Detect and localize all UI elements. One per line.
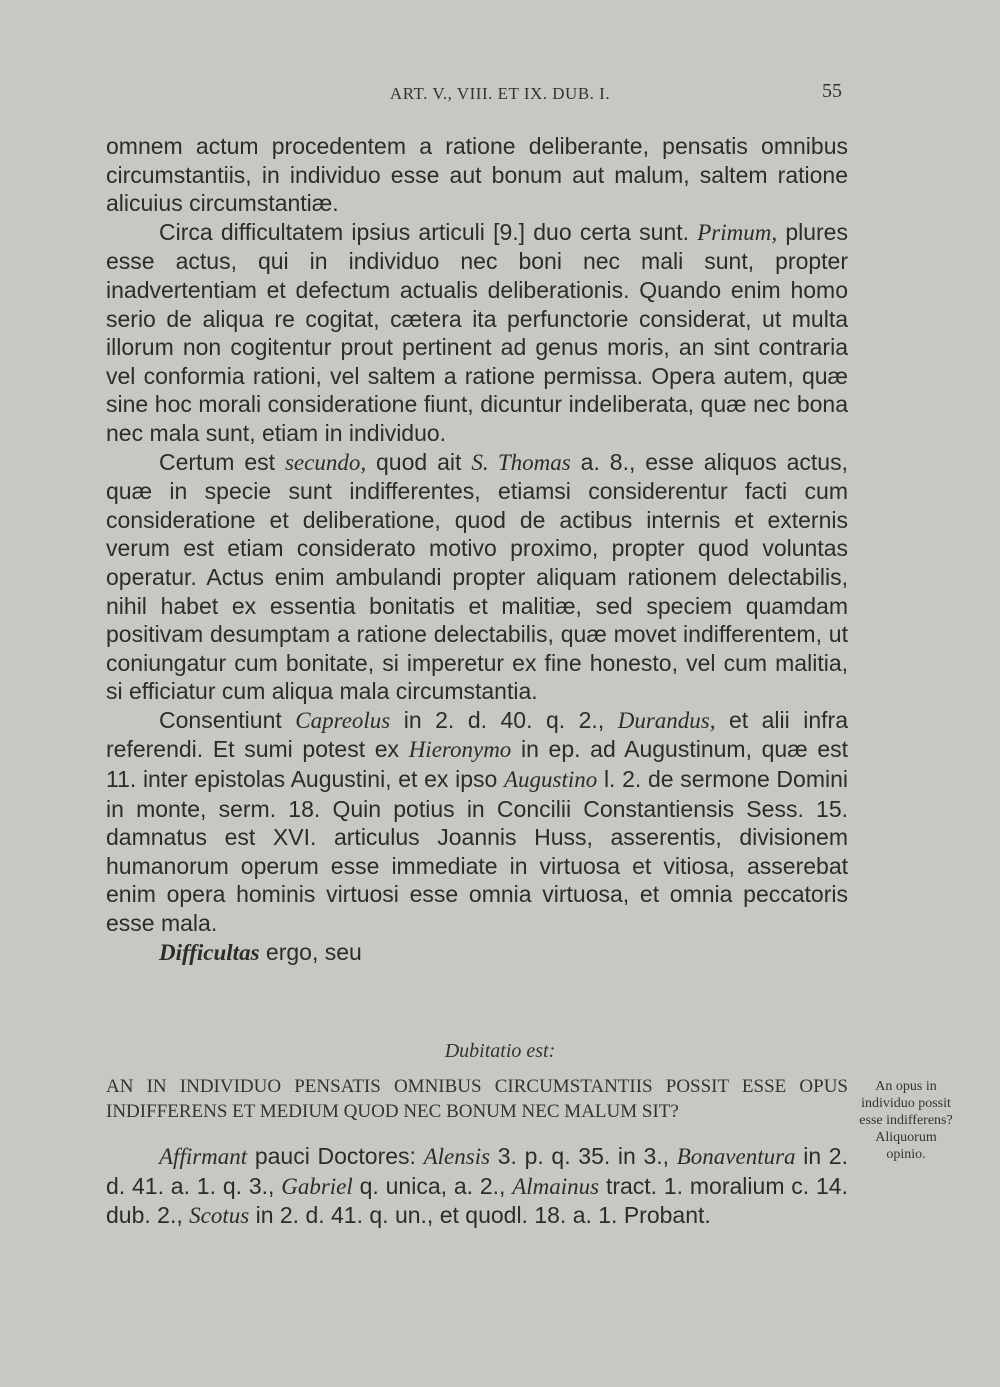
paragraph-3: Certum est secundo, quod ait S. Thomas a. 8., esse aliquos actus, quæ in specie sunt indifferentes, etiamsi considerentur facti cum consideratione et deliberatione, quod de actibus internis et externis verum est etiam considerato motivo proximo, propter quod voluntas operatur. Actus enim ambulandi propter aliquam rationem delectabilis, nihil habet ex essentia bonitatis et malitiæ, sed speciem quamdam positivam desumptam a ratione delectabilis, quæ movet indifferentem, ut coniungatur cum bonitate, si imperetur ex fine honesto, vel cum malitia, si efficiatur cum aliqua mala circumstantia. bbox=[106, 448, 848, 705]
emphasis-alensis: Alensis bbox=[423, 1144, 491, 1169]
section-heading: Dubitatio est: bbox=[444, 1040, 556, 1062]
emphasis-secundo: secundo, bbox=[284, 449, 367, 475]
paragraph-2: Circa difficultatem ipsius articuli [9.] duo certa sunt. Primum, plures esse actus, qui in individuo nec boni nec mali sunt, propter inadvertentiam et defectum actualis deliberationis. Quando enim homo serio de aliqua re cogitat, cætera ita perfunctorie considerat, ut multa illorum non cogitentur prout pertinent ad genus moris, an sint contraria vel conformia rationi, vel saltem a ratione permissa. Opera autem, quæ sine hoc morali consideratione fiunt, dicuntur indeliberata, quæ nec bona nec mala sunt, etiam in individuo. bbox=[106, 218, 848, 446]
affirm-paragraph bbox=[106, 1142, 848, 1231]
emphasis-scotus: Scotus bbox=[189, 1203, 250, 1229]
emphasis-almainus: Almainus bbox=[512, 1173, 600, 1199]
main-text bbox=[106, 132, 848, 967]
question-heading: AN IN INDIVIDUO PENSATIS OMNIBUS CIRCUMSTANTIIS POSSIT ESSE OPUS INDIFFERENS ET MEDIUM QUOD NEC BONUM NEC MALUM SIT? bbox=[106, 1076, 848, 1122]
emphasis-augustino: Augustino bbox=[503, 767, 598, 793]
emphasis-affirmant: Affirmant bbox=[159, 1144, 248, 1169]
emphasis-gabriel: Gabriel bbox=[281, 1173, 353, 1199]
emphasis-primum: Primum, bbox=[697, 219, 778, 245]
paragraph-6: Affirmant pauci Doctores: Alensis 3. p. q. 35. in 3., Bonaventura in 2. d. 41. a. 1. q. 3., Gabriel q. unica, a. 2., Almainus tract. 1. moralium c. 14. dub. 2., Scotus in 2. d. 41. q. un., et quodl. 18. a. 1. Probant. bbox=[106, 1143, 848, 1229]
paragraph-5: Difficultas ergo, seu bbox=[159, 938, 362, 965]
emphasis-hieronymo: Hieronymo bbox=[408, 737, 512, 763]
page-number: 55 bbox=[822, 80, 842, 102]
emphasis-difficultas: Difficultas bbox=[159, 939, 260, 965]
running-head: ART. V., VIII. ET IX. DUB. I. bbox=[389, 84, 611, 103]
emphasis-durandus: Durandus, bbox=[617, 707, 716, 733]
emphasis-bonaventura: Bonaventura bbox=[676, 1144, 796, 1169]
margin-note: An opus in individuo possit esse indifferens? Aliquorum opinio. bbox=[859, 1079, 953, 1162]
emphasis-capreolus: Capreolus bbox=[295, 707, 391, 733]
paragraph-4: Consentiunt Capreolus in 2. d. 40. q. 2., Durandus, et alii infra referendi. Et sumi potest ex Hieronymo in ep. ad Augustinum, quæ est 11. inter epistolas Augustini, et ex ipso Augustino l. 2. de sermone Domini in monte, serm. 18. Quin potius in Concilii Constantiensis Sess. 15. damnatus est XVI. articulus Joannis Huss, asserentis, divisionem humanorum operum esse immediate in virtuosa et vitiosa, asserebat enim opera hominis virtuosi esse omnia virtuosa, et omnia peccatoris esse mala. bbox=[106, 706, 849, 937]
emphasis-s-thomas: S. Thomas bbox=[471, 449, 571, 475]
paragraph-1: omnem actum procedentem a ratione deliberante, pensatis omnibus circumstantiis, in individuo esse aut bonum aut malum, saltem ratione alicuius circumstantiæ. bbox=[106, 133, 848, 217]
